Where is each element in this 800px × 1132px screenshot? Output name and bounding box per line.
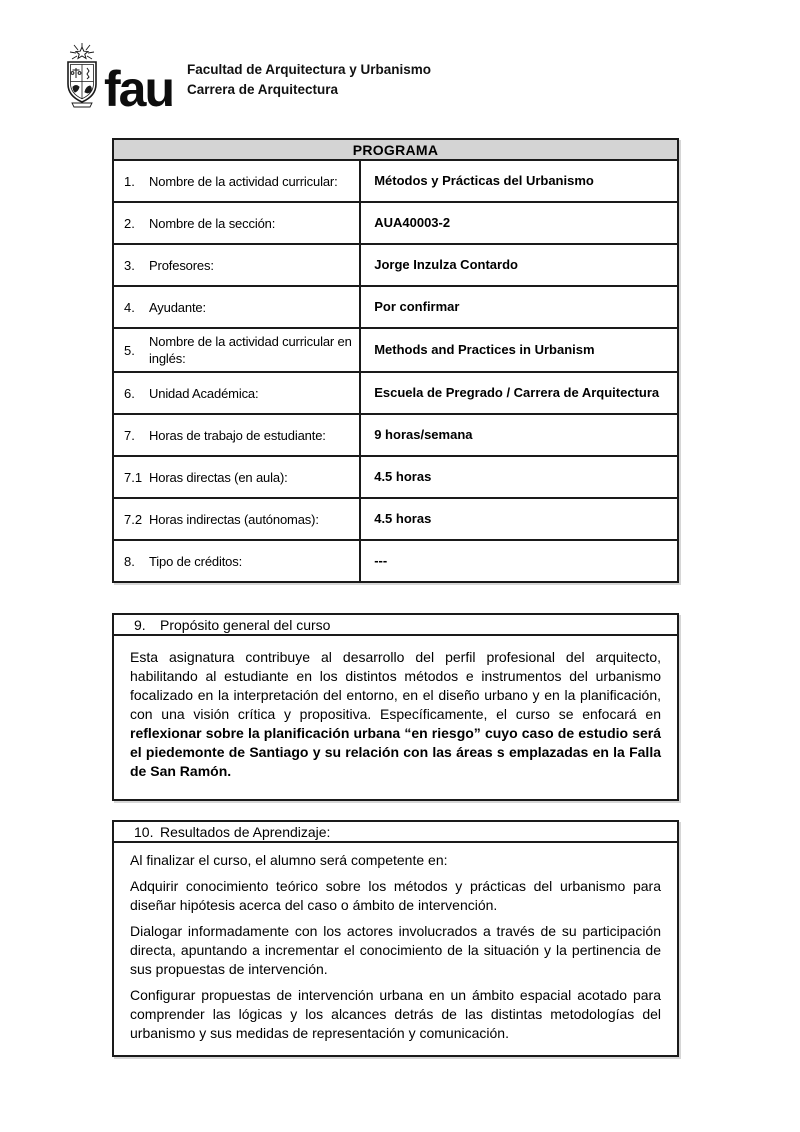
row-number: 7. [124,427,135,443]
table-row [113,328,678,372]
section-9-body [114,636,677,799]
section-10-heading [114,822,677,843]
row-label-cell [113,540,360,582]
section-10-paragraph: Dialogar informadamente con los actores involucrados a través de su participación directa, apuntando a incrementar el conocimiento de la situación y la pertinencia de sus propuestas de intervención. [130,923,661,977]
row-label-cell [113,160,360,202]
row-label-cell [113,328,360,372]
row-label: Horas indirectas (autónomas): [149,511,319,527]
row-label-cell [113,456,360,498]
row-label: Tipo de créditos: [149,553,243,569]
section-10-paragraph: Al finalizar el curso, el alumno será competente en: [130,852,448,868]
row-label-cell [113,372,360,414]
row-number: 7.2 [124,511,143,527]
row-number: 3. [124,257,135,273]
programa-table [112,138,679,583]
row-number: 2. [124,215,135,231]
row-value: 4.5 horas [360,456,678,498]
row-label: Profesores: [149,257,214,273]
table-row [113,414,678,456]
row-number: 6. [124,385,135,401]
table-row [113,286,678,328]
document-header [62,42,432,117]
faculty-line-1: Facultad de Arquitectura y Urbanismo [187,62,432,77]
section-9-text-regular: Esta asignatura contribuye al desarrollo del perfil profesional del arquitecto, habilitando al estudiante en los distintos métodos e instrumentos del urbanismo focalizado en la interpretación del entorno, en el diseño urbano y en la planificación, con una visión crítica y propositiva. Específicamente, el curso se enfocará en [130,649,661,722]
fau-logo-text: fau [104,61,173,117]
row-label-cell [113,498,360,540]
section-9-number: 9. [134,616,146,633]
section-10-paragraph: Configurar propuestas de intervención urbana en un ámbito espacial acotado para comprender las lógicas y los alcances detrás de las distintas metodologías del urbanismo y sus medidas de representación y comunicación. [130,987,661,1041]
row-value: Por confirmar [360,286,678,328]
section-10-number: 10. [134,823,154,840]
row-label-cell [113,244,360,286]
row-value: 9 horas/semana [360,414,678,456]
row-number: 5. [124,342,135,358]
table-row [113,244,678,286]
section-10-body [114,843,677,1055]
row-number: 7.1 [124,469,143,485]
row-value: Métodos y Prácticas del Urbanismo [360,160,678,202]
table-row [113,202,678,244]
row-label: Horas de trabajo de estudiante: [149,427,326,443]
section-9-text-bold: reflexionar sobre la planificación urbana “en riesgo” cuyo caso de estudio será el piedemonte de Santiago y su relación con las áreas s emplazadas en la Falla de San Ramón. [130,725,661,779]
table-row [113,540,678,582]
row-value: Jorge Inzulza Contardo [360,244,678,286]
faculty-line-2: Carrera de Arquitectura [187,82,339,97]
table-row [113,160,678,202]
section-proposito-general [112,613,679,801]
row-label: Nombre de la actividad curricular: [149,173,338,189]
section-10-paragraph: Adquirir conocimiento teórico sobre los métodos y prácticas del urbanismo para diseñar hipótesis acerca del caso o ámbito de intervención. [130,878,661,913]
table-row [113,456,678,498]
university-crest-icon [62,42,102,110]
section-10-title: Resultados de Aprendizaje: [160,823,331,840]
section-resultados-aprendizaje [112,820,679,1057]
row-label-cell [113,286,360,328]
row-value: Methods and Practices in Urbanism [360,328,678,372]
row-value: --- [360,540,678,582]
row-label-cell [113,202,360,244]
row-label: Nombre de la actividad curricular en inglés: [149,334,352,366]
programa-table-body [113,160,678,582]
table-row [113,498,678,540]
table-row [113,372,678,414]
section-9-title: Propósito general del curso [160,616,331,633]
section-9-paragraph [130,648,661,781]
row-label: Unidad Académica: [149,385,259,401]
row-value: 4.5 horas [360,498,678,540]
row-label: Nombre de la sección: [149,215,276,231]
row-value: AUA40003-2 [360,202,678,244]
faculty-title-block [187,60,431,100]
section-9-heading [114,615,677,636]
row-label: Horas directas (en aula): [149,469,288,485]
row-number: 8. [124,553,135,569]
row-number: 4. [124,299,135,315]
row-value: Escuela de Pregrado / Carrera de Arquitectura [360,372,678,414]
row-label-cell [113,414,360,456]
row-label: Ayudante: [149,299,206,315]
table-title: PROGRAMA [113,139,678,160]
row-number: 1. [124,173,135,189]
